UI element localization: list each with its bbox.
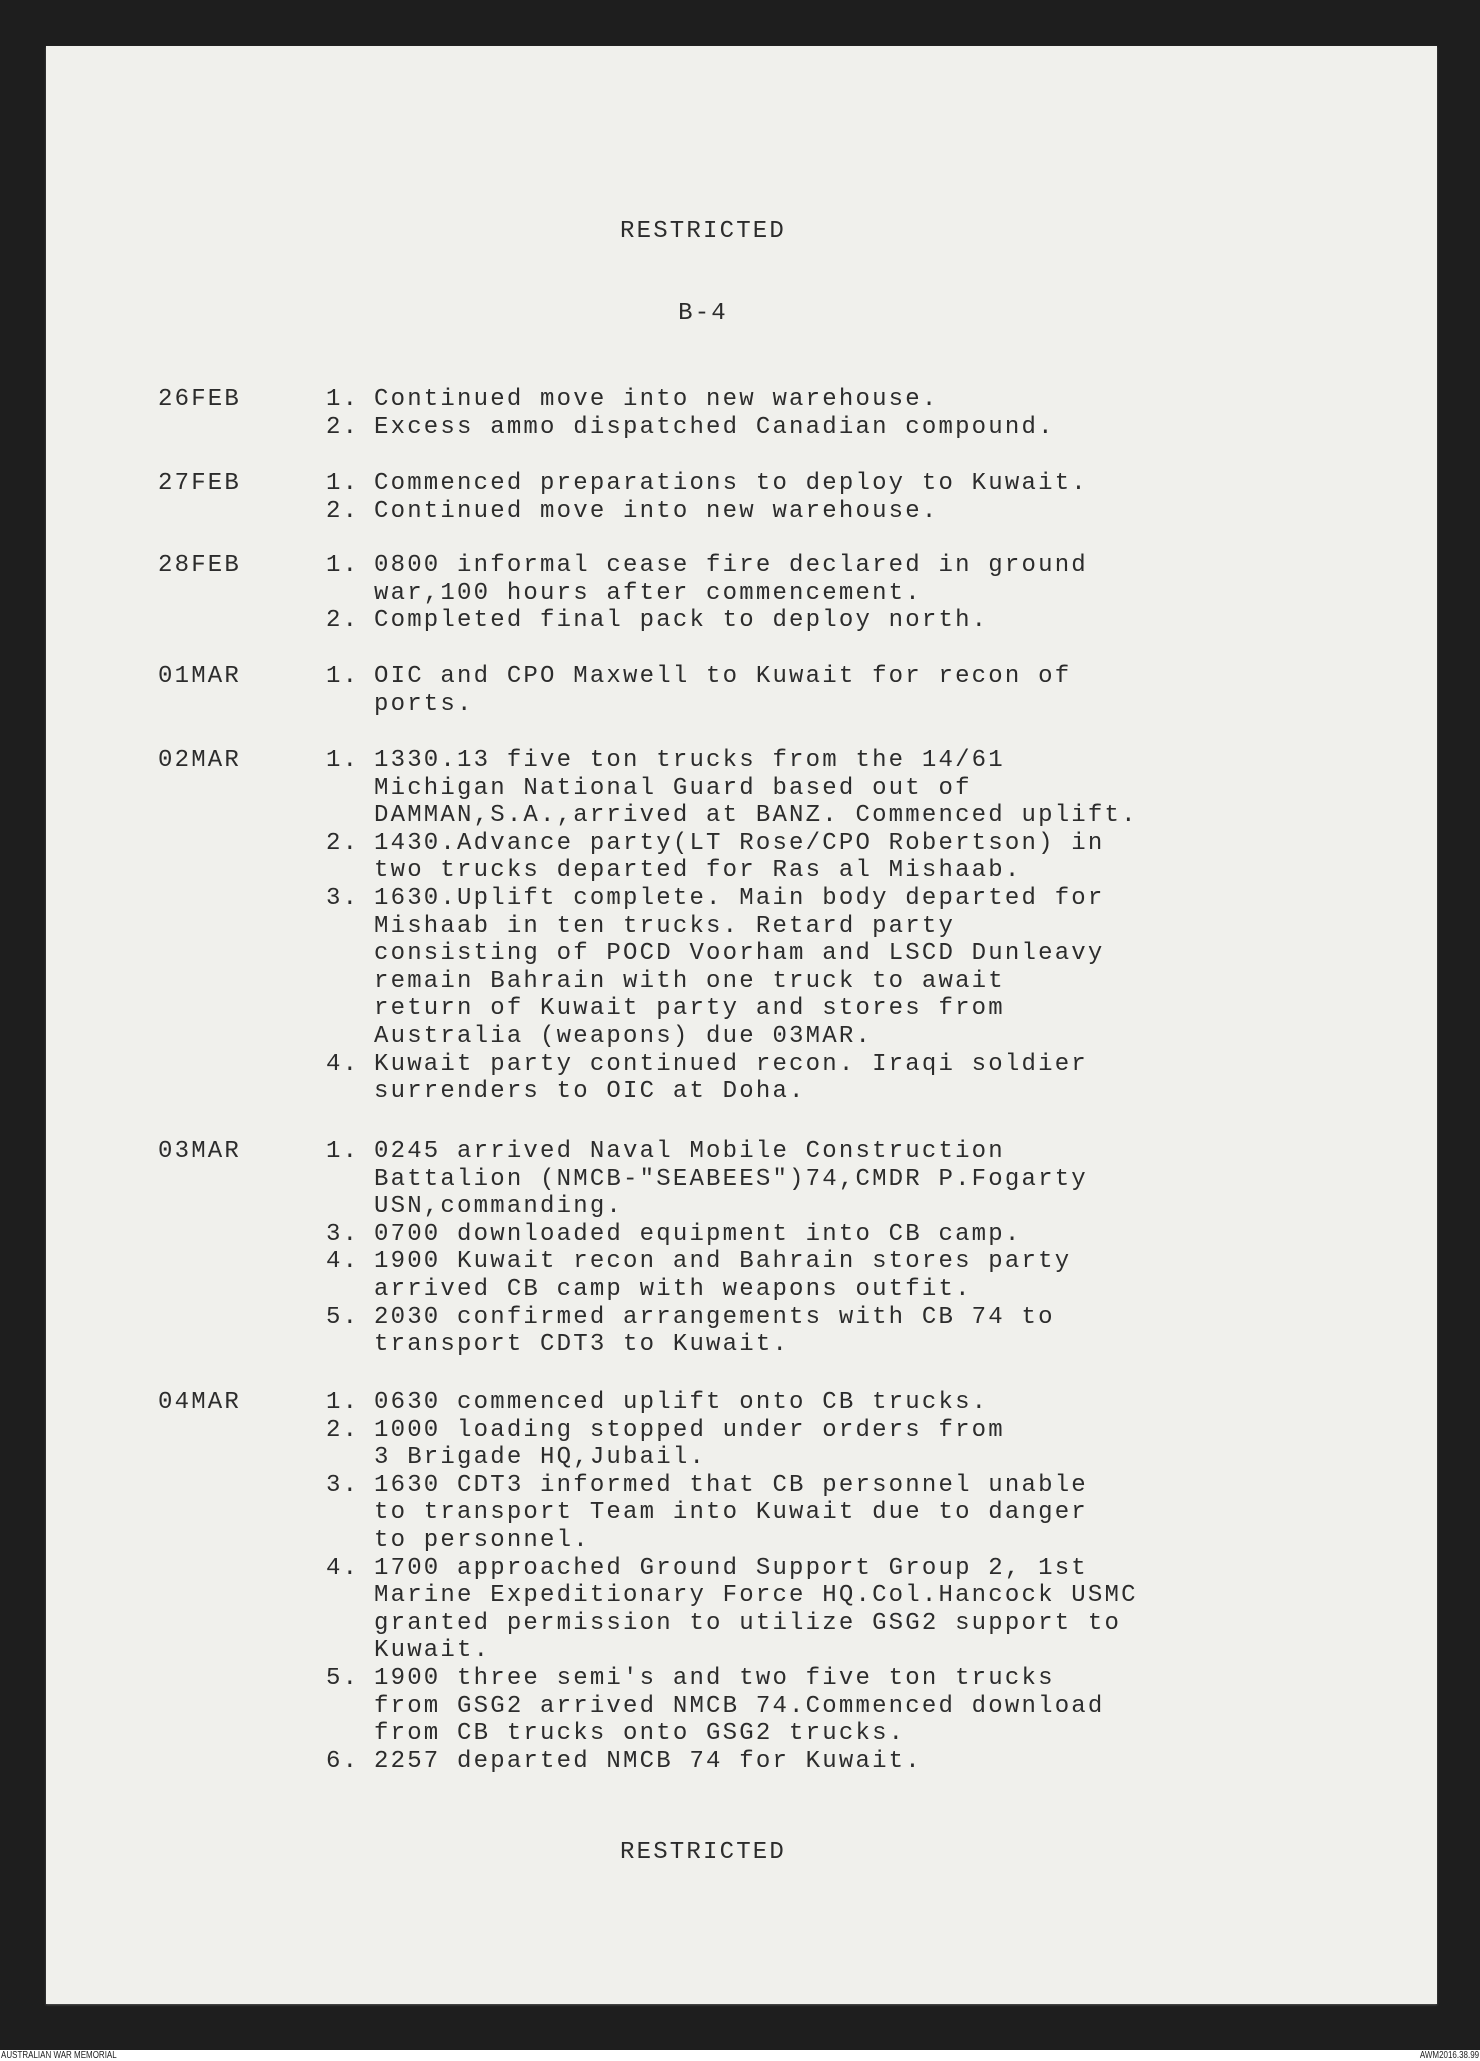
log-entry (158, 386, 1055, 441)
item-text-line: Mishaab in ten trucks. Retard party (374, 912, 956, 940)
item-number: 2. (326, 829, 360, 857)
entry-date: 03MAR (158, 1138, 242, 1165)
page-reference: B-4 (678, 300, 728, 327)
item-text-line: 2257 departed NMCB 74 for Kuwait. (374, 1747, 922, 1775)
item-text-line: Completed final pack to deploy north. (374, 607, 989, 635)
header-classification: RESTRICTED (619, 218, 787, 245)
item-text-line: granted permission to utilize GSG2 support to (374, 1609, 1122, 1637)
entry-item (158, 607, 989, 635)
item-number: 1. (326, 663, 360, 690)
entry-item (158, 1554, 1138, 1665)
item-text-line: Australia (weapons) due 03MAR. (374, 1022, 873, 1050)
entry-item (158, 1050, 1088, 1106)
entry-date: 26FEB (158, 386, 242, 413)
item-number: 6. (326, 1747, 360, 1775)
item-text-line: Commenced preparations to deploy to Kuwait. (374, 470, 1088, 497)
archive-footer (0, 2050, 1480, 2061)
item-number: 3. (326, 884, 360, 912)
item-text-line: USN,commanding. (374, 1193, 624, 1221)
entry-item (158, 829, 1105, 885)
item-text-line: 1900 Kuwait recon and Bahrain stores party (374, 1248, 1072, 1276)
item-text-line: Michigan National Guard based out of (374, 774, 972, 802)
item-text-line: consisting of POCD Voorham and LSCD Dunleavy (374, 940, 1105, 968)
item-text-line: to personnel. (374, 1526, 590, 1554)
log-entry (158, 552, 1088, 635)
log-entry (158, 1138, 1088, 1359)
entry-item (158, 663, 1072, 718)
archive-reference: AWM2016.38.99 (1419, 2050, 1479, 2061)
entry-item (158, 1138, 1088, 1221)
entry-item (158, 1748, 922, 1776)
item-text-line: 3 Brigade HQ,Jubail. (374, 1444, 707, 1472)
item-number: 2. (326, 413, 360, 441)
item-text-line: 1000 loading stopped under orders from (374, 1416, 1005, 1444)
item-text-line: 1330.13 five ton trucks from the 14/61 (374, 747, 1005, 774)
item-number: 5. (326, 1303, 360, 1331)
entry-date: 02MAR (158, 747, 242, 774)
item-text-line: 1900 three semi's and two five ton trucks (374, 1664, 1055, 1692)
item-text-line: OIC and CPO Maxwell to Kuwait for recon of (374, 663, 1072, 690)
item-text-line: DAMMAN,S.A.,arrived at BANZ. Commenced uplift. (374, 802, 1138, 830)
item-number: 4. (326, 1050, 360, 1078)
item-text-line: Battalion (NMCB-"SEABEES")74,CMDR P.Fogarty (374, 1165, 1088, 1193)
item-text-line: surrenders to OIC at Doha. (374, 1078, 806, 1106)
item-text-line: two trucks departed for Ras al Mishaab. (374, 857, 1022, 885)
entry-item (158, 497, 939, 526)
entry-item (158, 552, 1088, 607)
item-number: 1. (326, 386, 360, 413)
log-entry (158, 747, 1138, 1106)
item-number: 3. (326, 1471, 360, 1499)
item-text-line: 2030 confirmed arrangements with CB 74 to (374, 1303, 1055, 1331)
item-text-line: Continued move into new warehouse. (374, 386, 939, 413)
item-text-line: Marine Expeditionary Force HQ.Col.Hancock USMC (374, 1582, 1138, 1610)
item-number: 2. (326, 607, 360, 635)
entry-item (158, 1471, 1088, 1555)
item-number: 2. (326, 497, 360, 525)
entry-item (158, 884, 1105, 1051)
item-number: 4. (326, 1554, 360, 1582)
item-text-line: 0700 downloaded equipment into CB camp. (374, 1220, 1022, 1248)
item-text-line: 1630.Uplift complete. Main body departed for (374, 884, 1105, 912)
entry-item (158, 1220, 1022, 1249)
item-text-line: arrived CB camp with weapons outfit. (374, 1275, 972, 1303)
entry-item (158, 386, 939, 414)
item-text-line: from GSG2 arrived NMCB 74.Commenced download (374, 1692, 1105, 1720)
entry-date: 28FEB (158, 552, 242, 579)
entry-item (158, 413, 1055, 442)
item-number: 1. (326, 552, 360, 579)
item-text-line: ports. (374, 690, 474, 718)
item-text-line: Excess ammo dispatched Canadian compound. (374, 413, 1055, 441)
item-text-line: Continued move into new warehouse. (374, 497, 939, 525)
item-text-line: 1430.Advance party(LT Rose/CPO Robertson) in (374, 829, 1105, 857)
item-number: 3. (326, 1220, 360, 1248)
item-text-line: 1700 approached Ground Support Group 2, 1st (374, 1554, 1088, 1582)
item-number: 4. (326, 1248, 360, 1276)
item-text-line: from CB trucks onto GSG2 trucks. (374, 1720, 906, 1748)
item-text-line: war,100 hours after commencement. (374, 579, 922, 607)
item-text-line: 1630 CDT3 informed that CB personnel unable (374, 1471, 1088, 1499)
item-text-line: 0800 informal cease fire declared in ground (374, 552, 1088, 579)
document-page (46, 46, 1437, 2004)
entry-item (158, 1248, 1072, 1303)
log-entry (158, 1389, 1138, 1775)
log-entry (158, 663, 1072, 718)
entry-item (158, 1389, 989, 1417)
item-text-line: to transport Team into Kuwait due to danger (374, 1499, 1088, 1527)
item-number: 1. (326, 1138, 360, 1165)
item-text-line: Kuwait. (374, 1637, 491, 1665)
archive-institution: AUSTRALIAN WAR MEMORIAL (1, 2050, 117, 2061)
entry-item (158, 1303, 1055, 1359)
entry-item (158, 1664, 1105, 1748)
item-text-line: 0630 commenced uplift onto CB trucks. (374, 1389, 989, 1416)
item-number: 5. (326, 1664, 360, 1692)
item-text-line: 0245 arrived Naval Mobile Construction (374, 1138, 1005, 1165)
item-text-line: return of Kuwait party and stores from (374, 995, 1005, 1023)
footer-classification: RESTRICTED (619, 1839, 787, 1866)
log-entry (158, 470, 1088, 525)
item-number: 1. (326, 1389, 360, 1416)
item-text-line: remain Bahrain with one truck to await (374, 967, 1005, 995)
entry-item (158, 1416, 1005, 1472)
entry-item (158, 470, 1088, 498)
item-number: 2. (326, 1416, 360, 1444)
entry-date: 04MAR (158, 1389, 242, 1416)
entry-date: 01MAR (158, 663, 242, 690)
item-text-line: transport CDT3 to Kuwait. (374, 1331, 790, 1359)
item-number: 1. (326, 470, 360, 497)
entry-date: 27FEB (158, 470, 242, 497)
entry-item (158, 747, 1138, 830)
item-text-line: Kuwait party continued recon. Iraqi soldier (374, 1050, 1088, 1078)
item-number: 1. (326, 747, 360, 774)
